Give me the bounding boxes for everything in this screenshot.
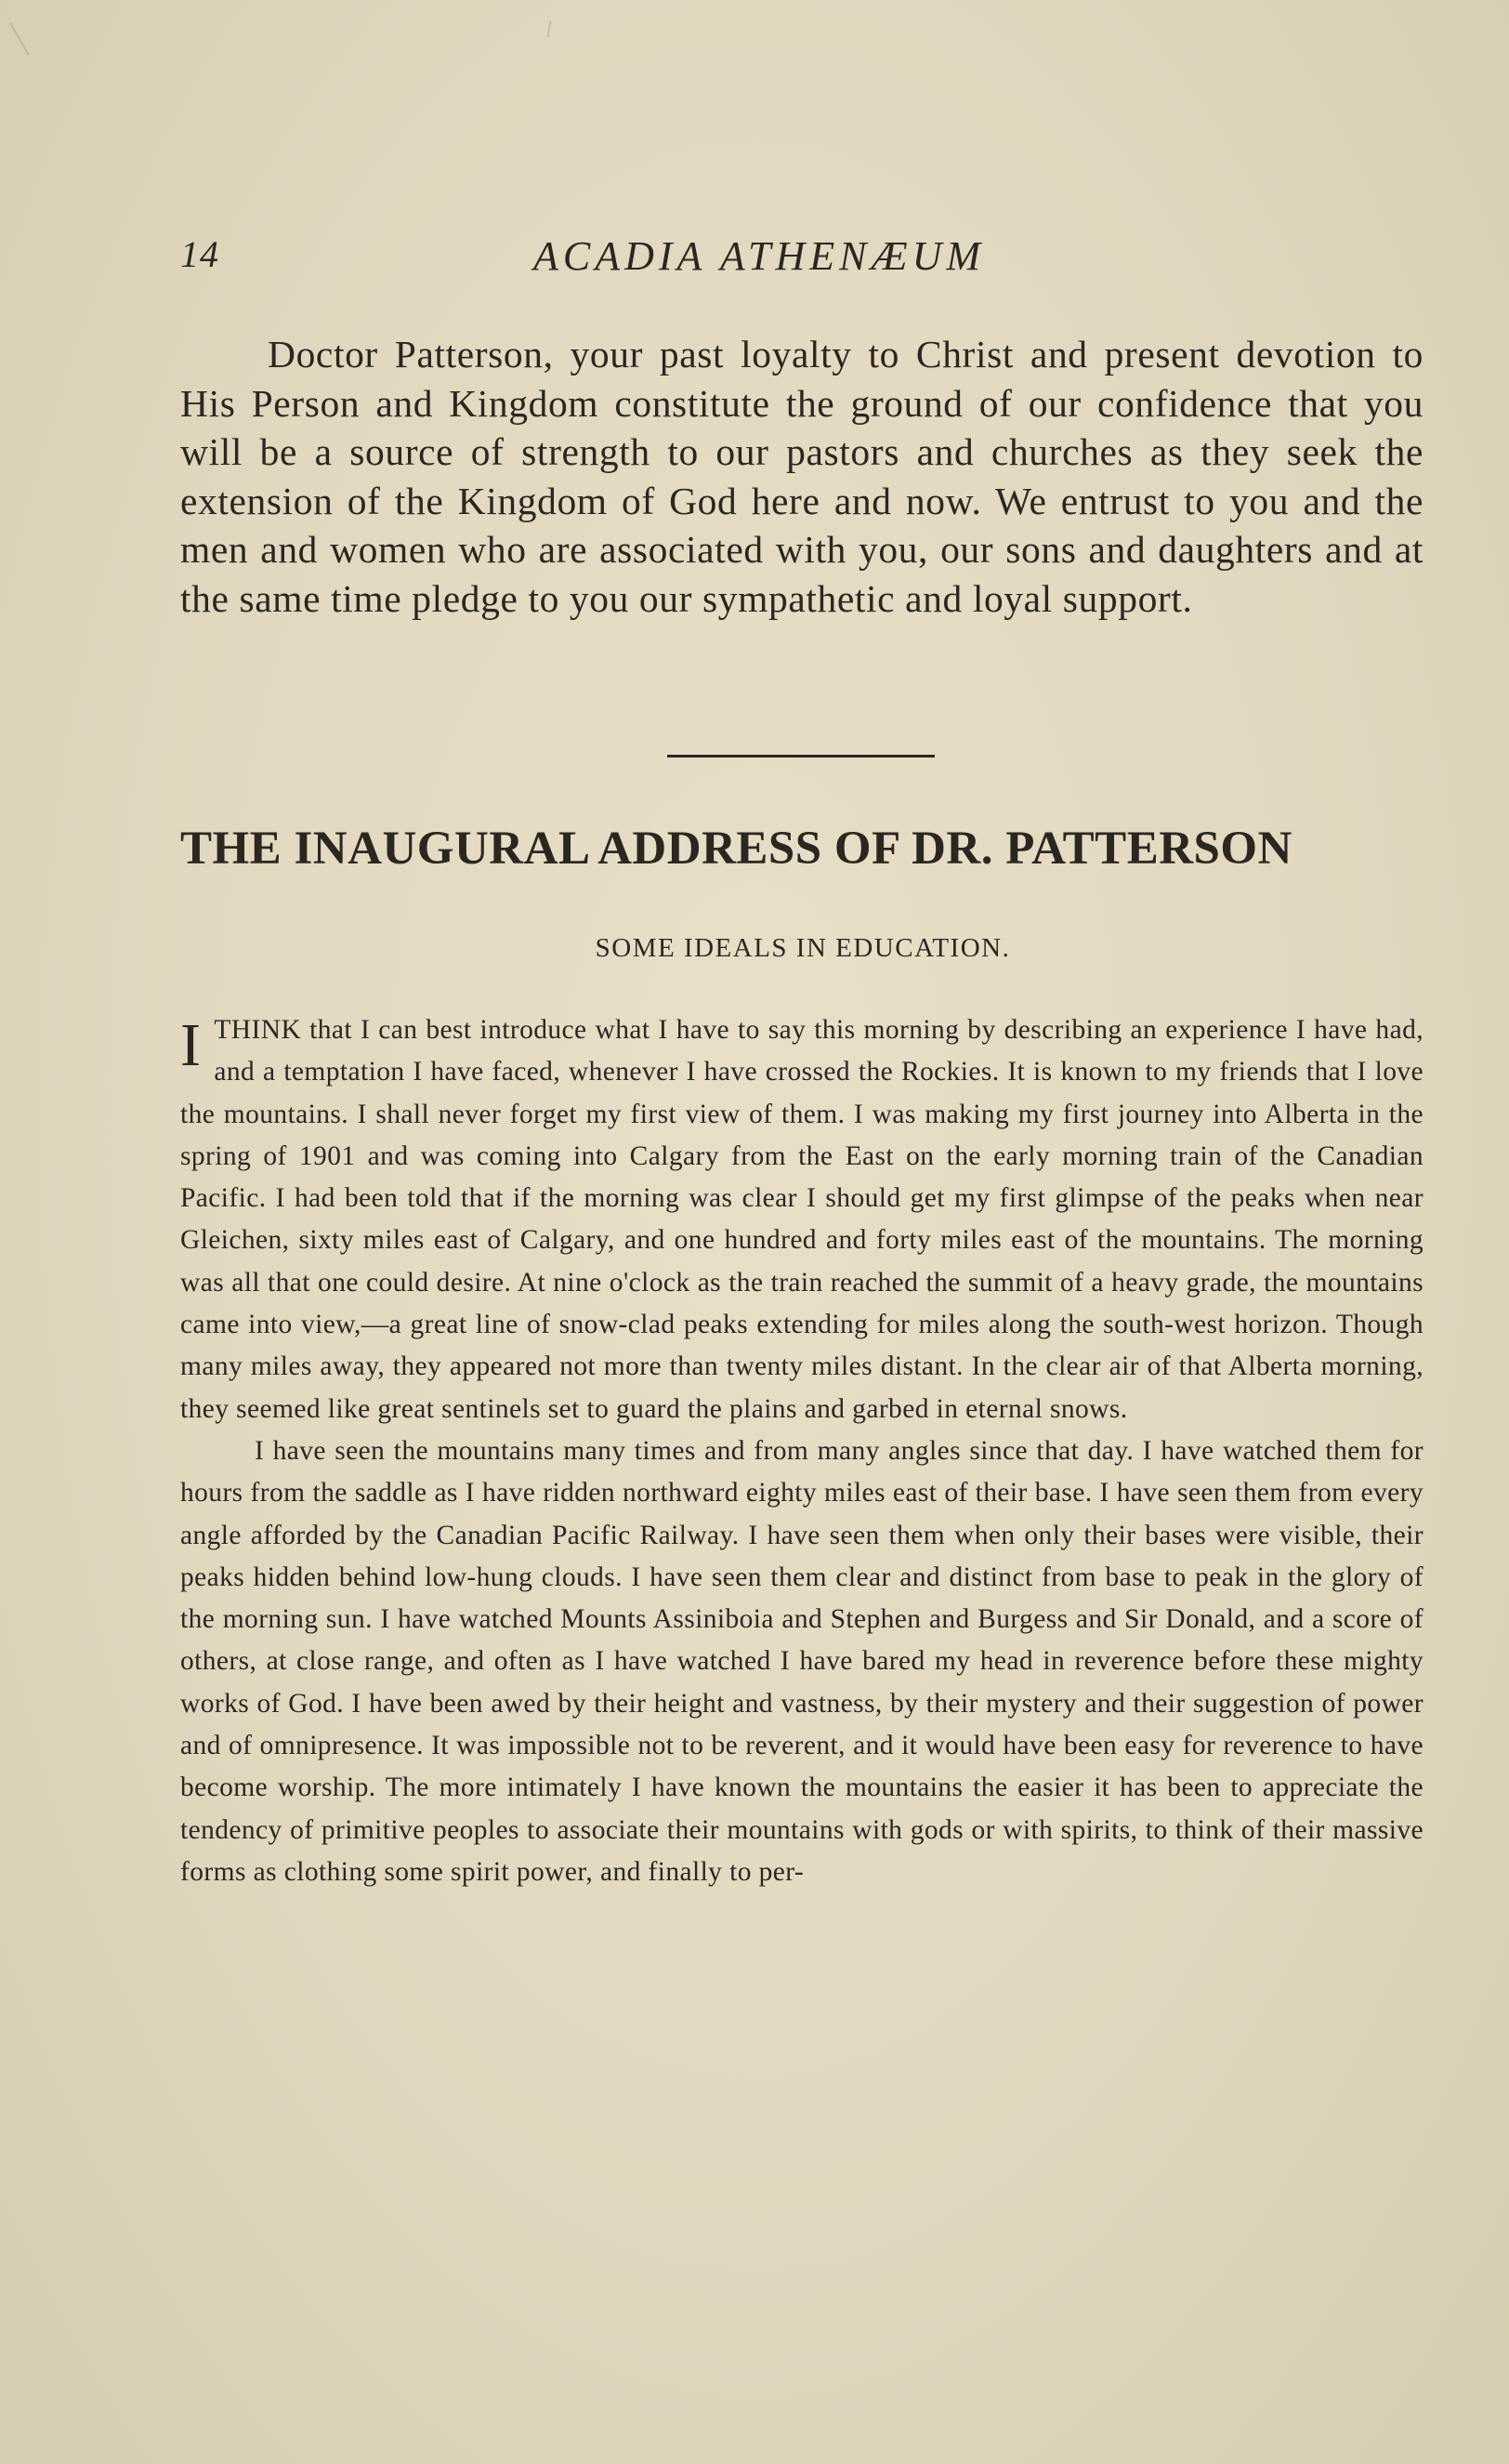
paper-mark [546,20,551,37]
body-paragraph: I have seen the mountains many times and from many angles since that day. I have watched them for hours from the saddle as I have ridden northward eighty miles east of their base. I have seen them from every angle afforded by the Canadian Pacific Railway. I have seen them when only their bases were visible, their peaks hidden behind low-hung clouds. I have seen them clear and distinct from base to peak in the glory of the morning sun. I have watched Mounts Assiniboia and Stephen and Burgess and Sir Donald, and a score of others, at close range, and often as I have watched I have bared my head in reverence before these mighty works of God. I have been awed by their height and vastness, by their mystery and their suggestion of power and of omnipresence. It was impossible not to be reverent, and it would have been easy for reverence to have become worship. The more intimately I have known the mountains the easier it has been to appreciate the tendency of primitive peoples to associate their mountains with gods or with spirits, to think of their massive forms as clothing some spirit power, and finally to per- [180,1435,1424,1887]
paragraph-text: THINK that I can best introduce what I have to say this morning by describing an experience I have had, and a temptation I have faced, whenever I have crossed the Rockies. It is known to my friends that I love the mountains. I shall never forget my first view of them. I was making my first journey into Alberta in the spring of 1901 and was coming into Calgary from the East on the early morning train of the Canadian Pacific. I had been told that if the morning was clear I should get my first glimpse of the peaks when near Gleichen, sixty miles east of Calgary, and one hundred and forty miles east of the mountains. The morning was all that one could desire. At nine o'clock as the train reached the summit of a heavy grade, the mountains came into view,—a great line of snow-clad peaks extending for miles along the south-west horizon. Though many miles away, they appeared not more than twenty miles distant. In the clear air of that Alberta morning, they seemed like great sentinels set to guard the plains and garbed in eternal snows. [180,1015,1424,1424]
intro-paragraph: Doctor Patterson, your past loyalty to Christ and present devotion to His Person and Kingdom constitute the ground of our confidence that you will be a source of strength to our pastors and churches as they seek the extension of the Kingdom of God here and now. We entrust to you and the men and women who are associated with you, our sons and daughters and at the same time pledge to you our sympathetic and loyal support. [180,333,1424,620]
paper-mark [9,22,30,56]
drop-cap: I [180,1011,202,1079]
article-subtitle: SOME IDEALS IN EDUCATION. [595,933,1011,963]
running-title: ACADIA ATHENÆUM [533,233,986,279]
body-paragraph [180,1009,1424,1430]
article-title: THE INAUGURAL ADDRESS OF DR. PATTERSON [180,823,1292,875]
article-body [180,1009,1424,1893]
page-number: 14 [180,233,219,275]
page-header [180,232,1425,288]
section-divider [667,755,935,758]
